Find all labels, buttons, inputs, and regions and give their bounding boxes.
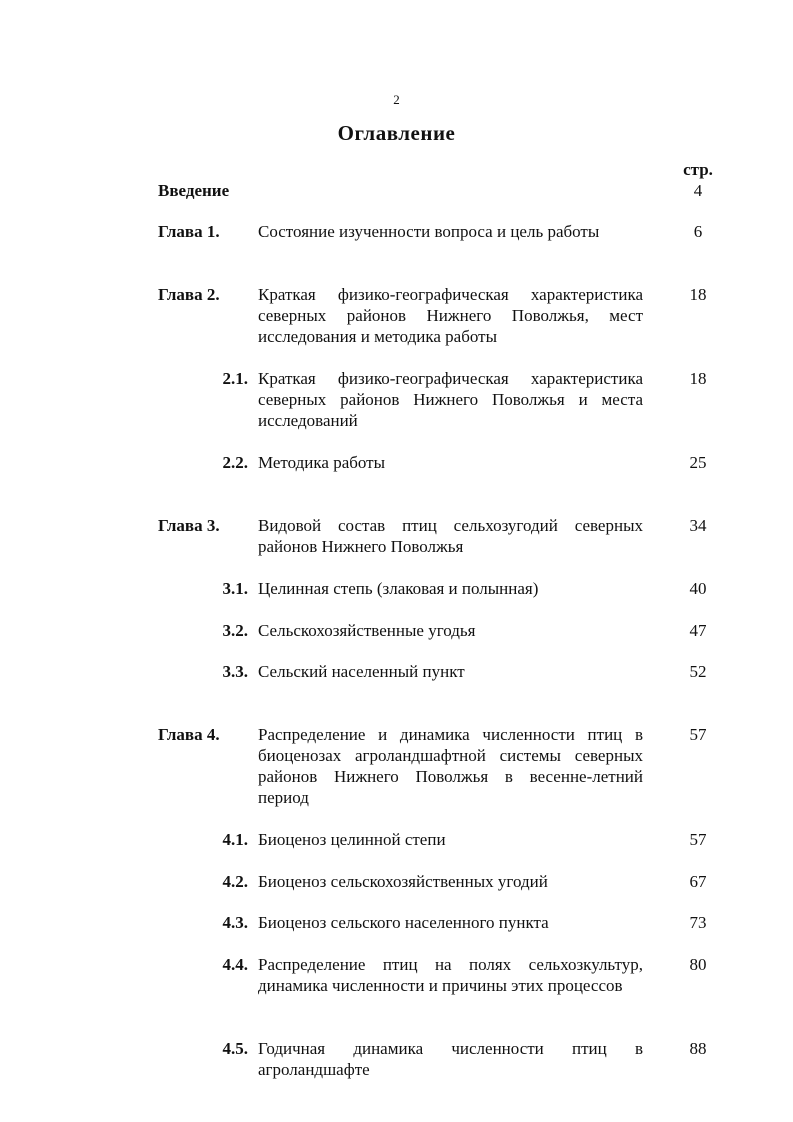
toc-entry-page: 73 — [689, 913, 707, 932]
toc-entry-page: 40 — [689, 579, 707, 598]
toc-entry-label: Глава 1. — [158, 222, 220, 241]
toc-entry-text: Биоценоз сельскохозяйственных угодий — [258, 872, 548, 891]
toc-entry-page: 18 — [689, 285, 707, 304]
toc-entry-text: Целинная степь (злаковая и полынная) — [258, 579, 539, 598]
toc-entry-label: 3.2. — [222, 621, 248, 640]
toc-entry-label: 2.1. — [222, 369, 248, 388]
toc-entry-text: Сельскохозяйственные угодья — [258, 621, 476, 640]
toc-entry-label: Глава 2. — [158, 285, 220, 304]
toc-entry-label: 4.3. — [222, 913, 248, 932]
toc-entry-label: 4.2. — [222, 872, 248, 891]
toc-entry-page: 67 — [689, 872, 707, 891]
toc-entry-label: 4.5. — [222, 1039, 248, 1058]
toc-entry-page: 6 — [693, 222, 703, 241]
toc-entry-page: 25 — [689, 453, 707, 472]
toc-entry-page: 57 — [689, 830, 707, 849]
toc-entry-label: 3.1. — [222, 579, 248, 598]
toc-entry-label: 2.2. — [222, 453, 248, 472]
toc-entry-text: Распределение птиц на полях сельхозкультур, динамика численности и причины этих процессов — [258, 955, 643, 995]
toc-entry-text: Состояние изученности вопроса и цель работы — [258, 222, 600, 241]
toc-entry-page: 80 — [689, 955, 707, 974]
toc-entry-page: 52 — [689, 662, 707, 681]
toc-entry-label: 4.1. — [222, 830, 248, 849]
page-number: 2 — [393, 92, 400, 107]
toc-entry-label: Введение — [158, 181, 230, 200]
toc-entry-text: Видовой состав птиц сельхозугодий северных районов Нижнего Поволжья — [258, 516, 643, 556]
toc-entry-label: 3.3. — [222, 662, 248, 681]
toc-entry-text: Краткая физико-географическая характеристика северных районов Нижнего Поволжья и места исследований — [258, 369, 643, 430]
toc-entry-label: Глава 3. — [158, 516, 220, 535]
toc-entry-text: Биоценоз сельского населенного пункта — [258, 913, 549, 932]
toc-entry-text: Биоценоз целинной степи — [258, 830, 446, 849]
toc-entry-label: 4.4. — [222, 955, 248, 974]
page-title: Оглавление — [337, 121, 456, 145]
toc-entry-page: 34 — [689, 516, 707, 535]
page-column-header: стр. — [683, 160, 713, 179]
toc-entry-page: 47 — [689, 621, 707, 640]
toc-entry-text: Годичная динамика численности птиц в агроландшафте — [258, 1039, 643, 1079]
toc-entry-text: Сельский населенный пункт — [258, 662, 465, 681]
toc-entry-text: Краткая физико-географическая характеристика северных районов Нижнего Поволжья, мест исследования и методика работы — [258, 285, 643, 346]
toc-entry-page: 88 — [689, 1039, 707, 1058]
toc-entry-page: 4 — [693, 181, 703, 200]
toc-entry-page: 18 — [689, 369, 707, 388]
toc-entry-page: 57 — [689, 725, 707, 744]
toc-entry-label: Глава 4. — [158, 725, 220, 744]
toc-entry-text: Методика работы — [258, 453, 386, 472]
toc-entry-text: Распределение и динамика численности птиц в биоценозах агроландшафтной системы северных районов Нижнего Поволжья в весенне-летний период — [258, 725, 643, 807]
